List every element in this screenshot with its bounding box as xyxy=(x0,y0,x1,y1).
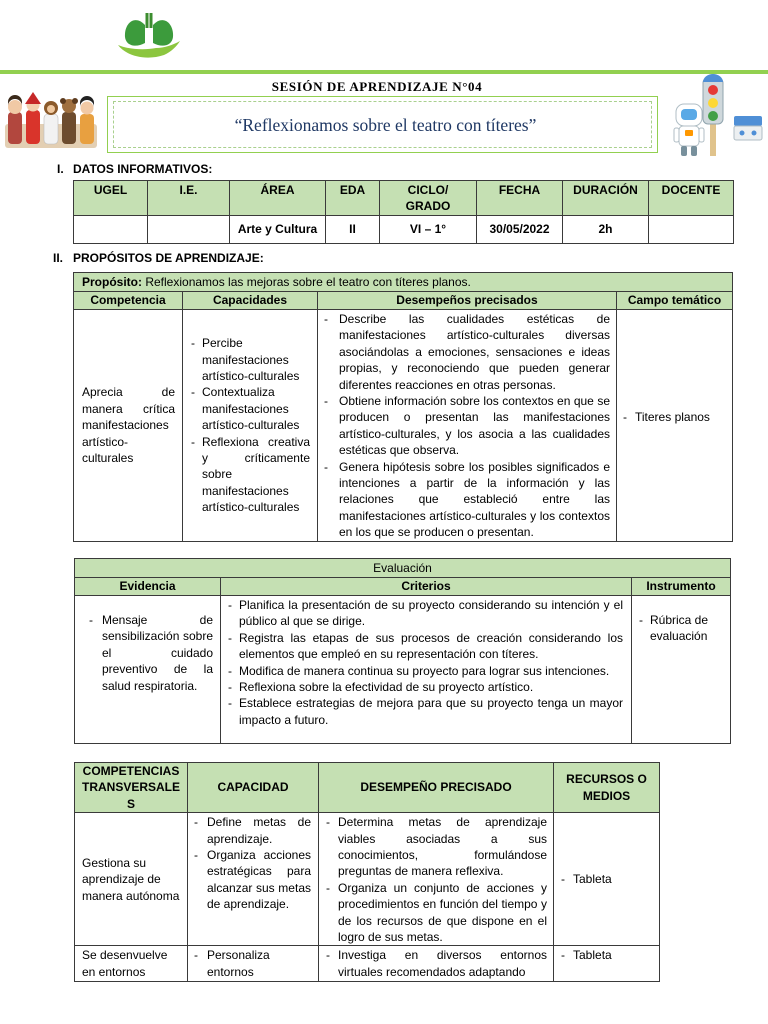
lesson-title: “Reflexionamos sobre el teatro con títeres” xyxy=(234,114,537,135)
col-header-ie: I.E. xyxy=(148,181,230,216)
criterios-cell xyxy=(221,596,632,744)
bullet-dash: - xyxy=(228,680,232,695)
transversal-desempeno-cell xyxy=(319,813,554,946)
purpose-label: Propósito: xyxy=(82,274,142,289)
transversales-row xyxy=(75,813,660,946)
transversal-recursos-cell xyxy=(554,813,660,946)
desempeno-text: Determina metas de aprendizaje viables asociadas a sus conocimientos, formulándose preguntas de manera reflexiva. xyxy=(338,815,547,879)
col-header-recursos-medios: RECURSOS O MEDIOS xyxy=(554,763,660,813)
section-1-numeral: I. xyxy=(57,162,64,176)
lungs-hand-logo-icon xyxy=(116,10,182,64)
transversal-competencia-cell: Se desenvuelve en entornos xyxy=(75,946,188,982)
col-header-ciclo-grado: CICLO/ GRADO xyxy=(380,181,477,216)
col-header-desempeno-precisado: DESEMPEÑO PRECISADO xyxy=(319,763,554,813)
bullet-dash: - xyxy=(194,815,198,830)
robots-illustration-icon xyxy=(670,74,766,158)
desempeno-text: Genera hipótesis sobre los posibles significados e intenciones a partir de la información y las relaciones que estableció entre las manifestaciones artístico-culturales y los contextos en los que se producen o presentan. xyxy=(339,459,610,540)
criterio-item xyxy=(228,679,623,695)
bullet-dash: - xyxy=(191,434,195,449)
instrumento-cell xyxy=(632,596,731,744)
competencias-transversales-table xyxy=(74,762,660,982)
section-2-title: PROPÓSITOS DE APRENDIZAJE: xyxy=(73,251,264,265)
value-ie xyxy=(148,216,230,244)
transversales-header-row xyxy=(75,763,660,813)
desempeno-text: Obtiene información sobre los contextos en que se producen o presentan las manifestaciones artístico-culturales, y los asocia a las cualidades estéticas que observa. xyxy=(339,394,610,458)
evaluacion-title-row xyxy=(75,559,731,578)
evaluacion-title: Evaluación xyxy=(75,559,731,578)
competencia-cell: Aprecia de manera crítica manifestaciones artístico-culturales xyxy=(74,310,183,542)
desempeno-item xyxy=(326,880,547,946)
criterio-item xyxy=(228,630,623,663)
capacidad-item xyxy=(194,947,311,980)
evaluacion-header-row xyxy=(75,578,731,596)
value-docente xyxy=(649,216,734,244)
col-header-criterios: Criterios xyxy=(221,578,632,596)
capacidad-text: Organiza acciones estratégicas para alcanzar sus metas de aprendizaje. xyxy=(207,848,311,912)
value-ciclo-grado: VI – 1° xyxy=(380,216,477,244)
lesson-title-box-inner xyxy=(113,101,652,148)
purpose-text: Reflexionamos las mejoras sobre el teatro con títeres planos. xyxy=(145,274,471,289)
capacidad-item xyxy=(191,335,310,384)
bullet-dash: - xyxy=(639,613,643,627)
col-header-capacidades: Capacidades xyxy=(183,292,318,310)
campo-tematico-text: Titeres planos xyxy=(635,410,710,425)
bullet-dash: - xyxy=(194,848,198,863)
criterio-text: Reflexiona sobre la efectividad de su proyecto artístico. xyxy=(239,680,534,695)
section-1-title: DATOS INFORMATIVOS: xyxy=(73,162,213,176)
instrumento-text: Rúbrica de evaluación xyxy=(650,613,709,644)
capacidad-text: Define metas de aprendizaje. xyxy=(207,815,311,846)
capacidad-item xyxy=(191,384,310,433)
bullet-dash: - xyxy=(326,948,330,963)
capacidad-text: Personaliza entornos xyxy=(207,948,270,979)
evaluacion-table xyxy=(74,558,731,744)
capacidad-item xyxy=(194,847,311,913)
bullet-dash: - xyxy=(623,410,627,425)
recurso-text: Tableta xyxy=(573,948,612,963)
bullet-dash: - xyxy=(228,630,232,645)
col-header-campo-tematico: Campo temático xyxy=(617,292,733,310)
desempeno-item xyxy=(324,311,610,393)
capacidad-item xyxy=(191,434,310,516)
desempeno-item xyxy=(326,947,547,980)
transversales-row xyxy=(75,946,660,982)
criterio-text: Registra las etapas de sus procesos de creación considerando los elementos que empleó en su representación con títeres. xyxy=(239,630,623,662)
capacidades-cell xyxy=(183,310,318,542)
criterio-text: Planifica la presentación de su proyecto considerando su intención y el público al que se dirige. xyxy=(239,598,623,629)
bullet-dash: - xyxy=(194,948,198,963)
top-green-rule xyxy=(0,70,768,74)
col-header-competencias-transversales: COMPETENCIAS TRANSVERSALES xyxy=(75,763,188,813)
bullet-dash: - xyxy=(89,613,93,627)
col-header-docente: DOCENTE xyxy=(649,181,734,216)
bullet-dash: - xyxy=(326,815,330,830)
datos-informativos-table xyxy=(73,180,734,244)
bullet-dash: - xyxy=(326,880,330,895)
propositos-table xyxy=(73,272,733,542)
puppets-illustration-icon xyxy=(5,90,97,148)
col-header-duracion: DURACIÓN xyxy=(563,181,649,216)
col-header-capacidad: CAPACIDAD xyxy=(188,763,319,813)
capacidad-text: Reflexiona creativa y críticamente sobre manifestaciones artístico-culturales xyxy=(202,434,310,515)
criterio-item xyxy=(228,695,623,728)
desempeno-item xyxy=(324,393,610,459)
campo-tematico-item xyxy=(623,409,726,425)
bullet-dash: - xyxy=(228,598,232,612)
bullet-dash: - xyxy=(228,696,232,711)
bullet-dash: - xyxy=(324,459,328,474)
desempeno-item xyxy=(324,459,610,541)
capacidad-item xyxy=(194,814,311,847)
propositos-body-row xyxy=(74,310,733,542)
criterio-text: Modifica de manera continua su proyecto para lograr sus intenciones. xyxy=(239,663,610,678)
capacidad-text: Percibe manifestaciones artístico-culturales xyxy=(202,336,300,383)
desempeno-text: Organiza un conjunto de acciones y procedimientos en función del tiempo y de los recursos de que dispone en el logro de sus metas. xyxy=(338,880,547,945)
bullet-dash: - xyxy=(228,663,232,678)
value-fecha: 30/05/2022 xyxy=(477,216,563,244)
col-header-evidencia: Evidencia xyxy=(75,578,221,596)
bullet-dash: - xyxy=(324,312,328,326)
transversal-desempeno-cell xyxy=(319,946,554,982)
recurso-text: Tableta xyxy=(573,872,612,887)
desempeno-item xyxy=(326,814,547,880)
bullet-dash: - xyxy=(561,948,565,963)
section-2-numeral: II. xyxy=(53,251,64,265)
col-header-area: ÁREA xyxy=(230,181,326,216)
col-header-eda: EDA xyxy=(326,181,380,216)
campo-tematico-cell xyxy=(617,310,733,542)
col-header-desempenos: Desempeños precisados xyxy=(318,292,617,310)
evaluacion-body-row xyxy=(75,596,731,744)
session-title: SESIÓN DE APRENDIZAJE N°04 xyxy=(271,79,483,94)
value-eda: II xyxy=(326,216,380,244)
value-ugel xyxy=(74,216,148,244)
desempenos-cell xyxy=(318,310,617,542)
transversal-competencia-cell: Gestiona su aprendizaje de manera autónoma xyxy=(75,813,188,946)
value-duracion: 2h xyxy=(563,216,649,244)
recurso-item xyxy=(561,947,653,963)
recurso-item xyxy=(561,871,653,887)
col-header-ugel: UGEL xyxy=(74,181,148,216)
datos-header-row xyxy=(74,181,734,216)
bullet-dash: - xyxy=(191,336,195,351)
value-area: Arte y Cultura xyxy=(230,216,326,244)
instrumento-item xyxy=(639,612,724,645)
col-header-instrumento: Instrumento xyxy=(632,578,731,596)
bullet-dash: - xyxy=(191,385,195,400)
col-header-fecha: FECHA xyxy=(477,181,563,216)
lesson-title-box xyxy=(107,96,658,153)
transversal-capacidad-cell xyxy=(188,946,319,982)
desempeno-text: Investiga en diversos entornos virtuales recomendados adaptando xyxy=(338,948,547,979)
transversal-recursos-cell xyxy=(554,946,660,982)
bullet-dash: - xyxy=(324,394,328,409)
col-header-competencia: Competencia xyxy=(74,292,183,310)
bullet-dash: - xyxy=(561,872,565,887)
criterio-text: Establece estrategias de mejora para que su proyecto tenga un mayor impacto a futuro. xyxy=(239,696,623,727)
criterio-item xyxy=(228,597,623,630)
purpose-row xyxy=(74,273,733,292)
datos-values-row xyxy=(74,216,734,244)
propositos-header-row xyxy=(74,292,733,310)
evidencia-text: Mensaje de sensibilización sobre el cuidado preventivo de la salud respiratoria. xyxy=(102,613,213,693)
evidencia-item xyxy=(89,612,213,694)
transversal-capacidad-cell xyxy=(188,813,319,946)
criterio-item xyxy=(228,663,623,679)
capacidad-text: Contextualiza manifestaciones artístico-culturales xyxy=(202,385,300,433)
purpose-cell xyxy=(74,273,733,292)
desempeno-text: Describe las cualidades estéticas de manifestaciones artístico-culturales diversas asociándolas a emociones, sensaciones e ideas propias, y reconociendo que pueden generar diferentes reacciones en otras personas. xyxy=(339,312,610,392)
evidencia-cell xyxy=(75,596,221,744)
